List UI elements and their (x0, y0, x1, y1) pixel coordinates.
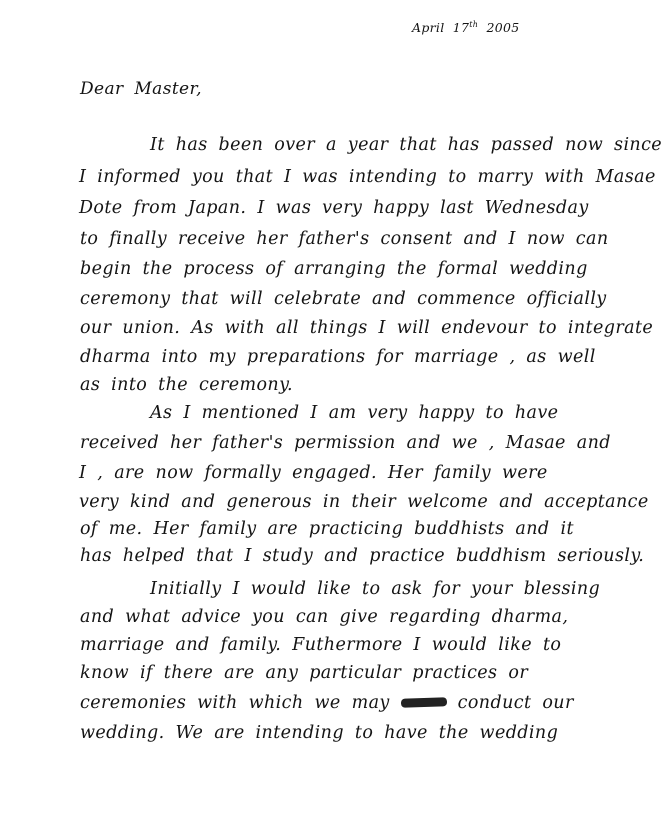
letter-line: I , are now formally engaged. Her family were (79, 463, 548, 483)
letter-line: of me. Her family are practicing buddhists and it (80, 519, 574, 539)
letter-line: ceremony that will celebrate and commence officially (80, 289, 607, 309)
letter-line: our union. As with all things I will endevour to integrate (80, 318, 654, 338)
letter-line (80, 692, 574, 714)
letter-line: marriage and family. Futhermore I would like to (80, 635, 562, 655)
letter-line: I informed you that I was intending to marry with Masae (79, 167, 656, 187)
letter-date (412, 14, 520, 39)
letter-line: Initially I would like to ask for your blessing (150, 579, 601, 599)
letter-line: dharma into my preparations for marriage , as well (80, 347, 596, 367)
date-month: April (412, 20, 445, 35)
letter-line: has helped that I study and practice buddhism seriously. (80, 546, 645, 566)
letter-line: Dote from Japan. I was very happy last Wednesday (79, 198, 589, 218)
letter-line: and what advice you can give regarding dharma, (80, 607, 569, 627)
letter-line: begin the process of arranging the formal wedding (80, 259, 588, 279)
letter-line: wedding. We are intending to have the wedding (80, 723, 559, 743)
date-suffix: th (469, 20, 479, 29)
letter-line-part: ceremonies with which we may (80, 693, 390, 713)
letter-line: As I mentioned I am very happy to have (150, 403, 559, 423)
letter-line: know if there are any particular practices or (80, 663, 529, 683)
letter-line: very kind and generous in their welcome and acceptance (79, 492, 649, 512)
letter-line-part: conduct our (457, 693, 574, 713)
date-year: 2005 (486, 20, 520, 35)
letter-line: as into the ceremony. (80, 375, 294, 395)
letter-line: It has been over a year that has passed now since (150, 135, 662, 155)
scribbled-out-word (401, 697, 447, 708)
letter-greeting: Dear Master, (80, 79, 202, 99)
date-day: 17th (452, 20, 479, 35)
letter-line: received her father's permission and we , Masae and (80, 433, 611, 453)
letter-line: to finally receive her father's consent and I now can (80, 229, 609, 249)
